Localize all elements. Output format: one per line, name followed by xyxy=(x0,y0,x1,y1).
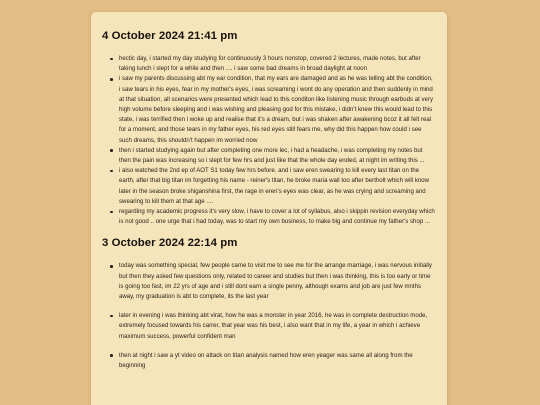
list-item xyxy=(119,351,435,371)
list-item xyxy=(119,311,435,342)
bullet-icon xyxy=(110,211,113,214)
note-text: i also watched the 2nd ep of AOT S1 today few hrs before. and i saw eren swearing to kill every last titan on the earth, after that big titan im forgetting his name - reiner's titan, he broke maria wall too after bertholt which will know later in the season broke shiganshina first, the rage in eren's eyes was clear, as he was crying and screaming and swearing to kill them at that age .... xyxy=(119,167,430,205)
bullet-icon xyxy=(110,170,113,173)
bullet-icon xyxy=(110,354,113,357)
note-text: regarding my academic progress it's very slow, i have to cover a lot of syllabus, also i skippin revision everyday which is not good .. one urge that i had today, was to start my own business, to make big and continue my father's shop ... xyxy=(119,208,435,226)
journal-entry xyxy=(102,237,435,371)
note-text: then at night i saw a yt video on attack on titan analysis named how eren yeager was same all along from the beginning xyxy=(119,351,413,370)
entry-date-heading: 3 October 2024 22:14 pm xyxy=(102,237,238,250)
bullet-icon xyxy=(110,265,113,268)
list-item xyxy=(119,146,435,166)
entry-notes-list xyxy=(102,54,435,227)
entry-date-heading: 4 October 2024 21:41 pm xyxy=(102,30,238,42)
bullet-icon xyxy=(110,58,113,61)
list-item xyxy=(119,207,435,227)
note-text: later in evening i was thinking abt virat, how he was a monster in year 2016, he was in complete destruction mode, extremely focused towards his carrer, that year was his best, i also want that in my life, a year in which i achieve maximum success, powerful confident man xyxy=(119,312,428,340)
note-text: today was something special, few people came to visit me to see me for the arrange marriage, i was nervous initially but then they asked few questions only, related to career and studies but then i was thinking, this is too early or time is going too fast, im 22 yrs of age and i still dont earn a single penny, although exams and job are just few mnths away, my graduation is abt to complete, its the last year xyxy=(119,262,432,301)
list-item xyxy=(119,54,435,74)
bullet-icon xyxy=(110,78,113,81)
list-item xyxy=(119,261,435,302)
note-text: then i started studying again but after completing one more lec, i had a headache, i was completing my notes but then the pain was increasing so i slept for few hrs and just like that the whole day ended, at night im writing this ... xyxy=(119,146,425,165)
bullet-icon xyxy=(110,149,113,152)
list-item xyxy=(119,74,435,145)
entry-notes-list xyxy=(102,261,435,371)
list-item xyxy=(119,166,435,207)
bullet-icon xyxy=(110,315,113,318)
note-text: hectic day, i started my day studying for continuously 3 hours nonstop, covered 2 lectures, made notes, but after taking lunch i slept for a while and then .... i saw some bad dreams in broad daylight at noon xyxy=(119,55,421,73)
journal-card xyxy=(91,12,447,405)
journal-entry xyxy=(102,30,435,227)
note-text: i saw my parents discussing abt my ear condition, that my ears are damaged and as he was telling abt the condition, i saw tears in his eyes, fear in my mother's eyes, i was screaming i wont do any operation and then suddenly in mind at that situation, all scenarios were presented which lead to this conditon like listening music through earbuds at very high volume before sleeping and i was wishing and pleasing god for this mistake, i didn't knew this would lead to this state, i was terrified then i woke up and realise that it's a dream, but i was shaken after awakening bcoz it all felt real for a moment, and those tears in my father eyes, his red eyes still fears me, why did this happen how could i see such dreams, this shouldn't happen im worried now xyxy=(119,75,434,144)
